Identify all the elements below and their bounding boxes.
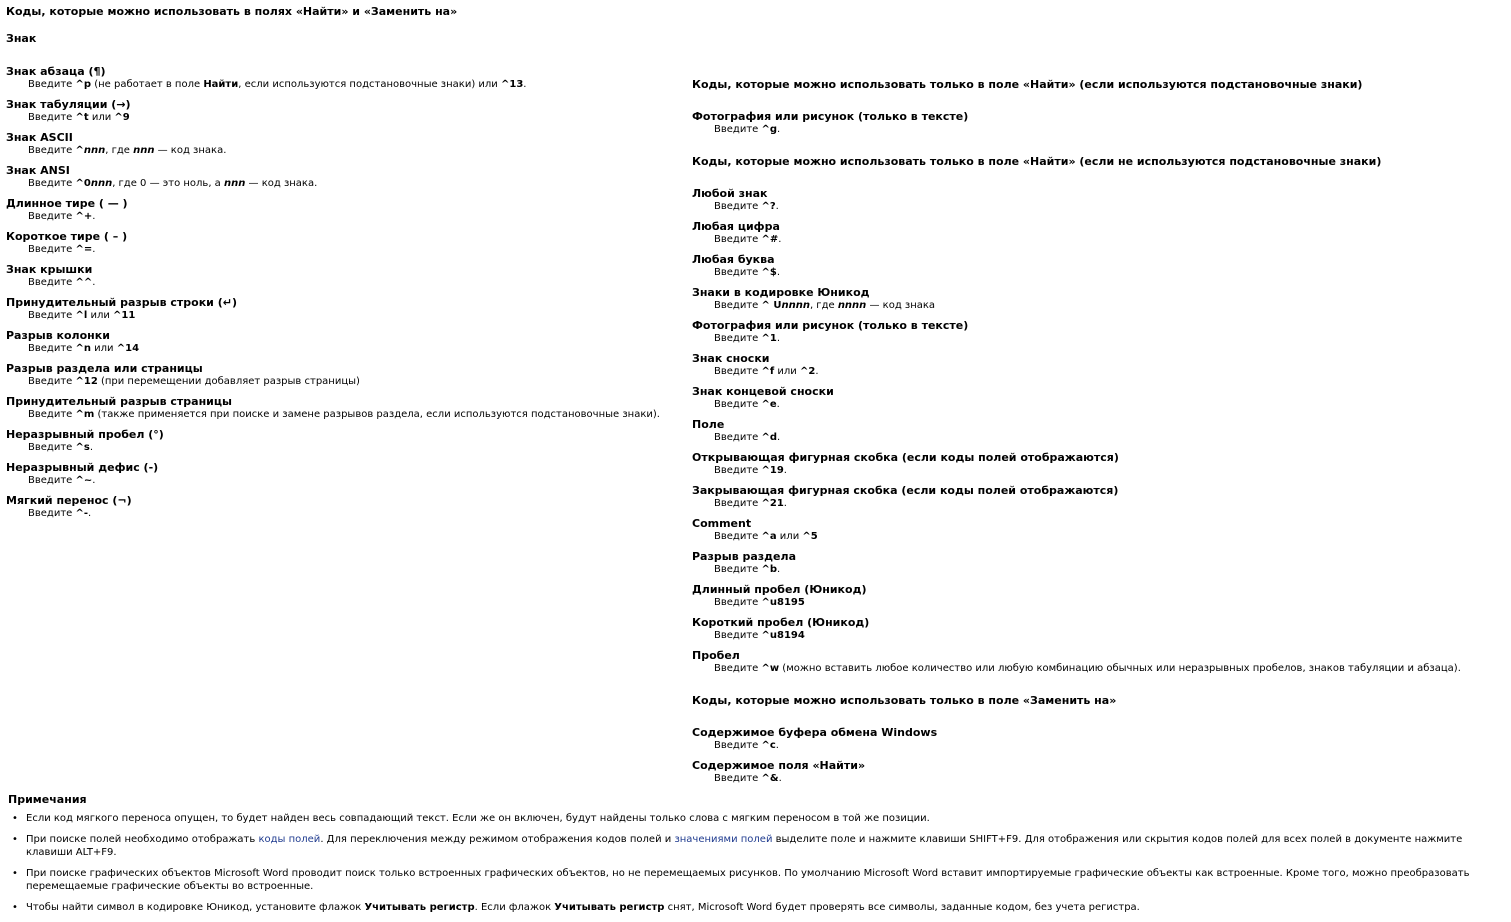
code-entry-label: Неразрывный дефис (‑) [6, 461, 159, 474]
code-entry-instruction [6, 78, 676, 91]
code-value: ^0 [75, 178, 91, 189]
match-case-label: Учитывать регистр [554, 902, 665, 913]
code-value: ^13 [500, 79, 524, 90]
code-entry-instruction [6, 276, 676, 289]
code-entry-instruction [692, 563, 1502, 576]
code-entry-label: Пробел [692, 649, 740, 662]
instruction-text: Введите [28, 112, 76, 123]
instruction-text: Введите [28, 475, 76, 486]
left-column [6, 65, 676, 527]
instruction-text: . [776, 399, 780, 410]
instruction-text: (можно вставить любое количество или любую комбинацию обычных или неразрывных пробелов, знаков табуляции и абзаца). [779, 663, 1461, 674]
instruction-text: . [777, 564, 781, 575]
section-subtitle: Знак [6, 32, 37, 45]
code-entry-instruction [6, 210, 676, 223]
instruction-text: Введите [28, 244, 76, 255]
code-entry-label: Длинный пробел (Юникод) [692, 583, 867, 596]
code-entry [6, 263, 676, 296]
instruction-text: , где [809, 300, 838, 311]
code-entry-label: Принудительный разрыв строки (↵) [6, 296, 237, 309]
code-value: ^n [75, 343, 91, 354]
code-entry-instruction [692, 739, 1502, 752]
code-entry-instruction [6, 507, 676, 520]
code-placeholder: nnn [223, 178, 246, 189]
code-entry-instruction [692, 233, 1502, 246]
code-placeholder: nnn [83, 145, 106, 156]
field-values-link[interactable]: значениями полей [674, 834, 773, 845]
section-title-find-no-wildcards: Коды, которые можно использовать только в поле «Найти» (если не используются подстановочные знаки) [692, 155, 1382, 168]
code-entry [6, 296, 676, 329]
note-text: снят, Microsoft Word будет проверять все символы, заданные кодом, без учета регистра. [664, 902, 1140, 913]
instruction-text: Введите [28, 310, 76, 321]
code-value: ^9 [114, 112, 130, 123]
code-entry-label: Короткое тире ( – ) [6, 230, 128, 243]
instruction-text: . [778, 773, 782, 784]
instruction-text: . [92, 244, 96, 255]
instruction-text: Введите [28, 178, 76, 189]
instruction-text: или [774, 366, 800, 377]
code-entry-instruction [692, 332, 1502, 345]
instruction-text: Введите [714, 201, 762, 212]
instruction-text: Введите [714, 498, 762, 509]
code-entry [6, 461, 676, 494]
code-value: ^14 [116, 343, 140, 354]
instruction-text: Введите [714, 531, 762, 542]
instruction-text: (при перемещении добавляет разрыв страницы) [97, 376, 360, 387]
code-entry-label: Разрыв раздела [692, 550, 797, 563]
code-entry [6, 230, 676, 263]
code-value: ^e [761, 399, 777, 410]
instruction-text: . [775, 740, 779, 751]
bullet-icon: • [12, 902, 18, 913]
code-entry [6, 65, 676, 98]
code-entry [6, 428, 676, 461]
code-entry-instruction [6, 111, 676, 124]
code-entry-label: Знак сноски [692, 352, 770, 365]
code-entry-label: Фотография или рисунок (только в тексте) [692, 110, 969, 123]
instruction-text: Введите [28, 376, 76, 387]
note-item [8, 833, 1506, 859]
instruction-text: Введите [28, 409, 76, 420]
code-entry [6, 131, 676, 164]
bullet-icon: • [12, 834, 18, 845]
code-entry [692, 319, 1502, 352]
code-value: ^$ [761, 267, 777, 278]
code-value: ^- [75, 508, 89, 519]
instruction-text: Введите [714, 597, 762, 608]
instruction-text: Введите [714, 432, 762, 443]
instruction-text: . [92, 277, 96, 288]
code-entry-label: Знак табуляции (→) [6, 98, 131, 111]
instruction-text: Введите [28, 277, 76, 288]
instruction-text: . [89, 442, 94, 453]
code-entry-instruction [6, 342, 676, 355]
code-entry-instruction [6, 441, 676, 454]
instruction-text: Введите [714, 663, 762, 674]
code-entry-label: Любая буква [692, 253, 775, 266]
instruction-text: (не работает в поле [91, 79, 204, 90]
instruction-text: — код знака. [245, 178, 318, 189]
code-entry [692, 484, 1502, 517]
note-text: . Если флажок [474, 902, 555, 913]
code-entry-instruction [692, 431, 1502, 444]
code-value: ^2 [799, 366, 816, 377]
code-entry [692, 517, 1502, 550]
instruction-text: Введите [714, 773, 762, 784]
field-name: Найти [203, 79, 239, 90]
instruction-text: . [92, 211, 96, 222]
code-entry-label: Любой знак [692, 187, 768, 200]
code-value: ^p [75, 79, 92, 90]
instruction-text: . [815, 366, 819, 377]
instruction-text: — код знака [866, 300, 936, 311]
instruction-text: . [783, 498, 787, 509]
code-entry-label: Знак ASCII [6, 131, 73, 144]
code-value: ^b [761, 564, 778, 575]
code-value: ^w [761, 663, 780, 674]
code-placeholder: nnn [90, 178, 113, 189]
code-entry-label: Содержимое поля «Найти» [692, 759, 866, 772]
code-entry-label: Длинное тире ( — ) [6, 197, 128, 210]
instruction-text: или [776, 531, 803, 542]
instruction-text: или [88, 112, 115, 123]
code-value: ^m [75, 409, 95, 420]
bullet-icon: • [12, 813, 18, 824]
instruction-text: . [776, 267, 781, 278]
code-entry-label: Неразрывный пробел (°) [6, 428, 164, 441]
instruction-text: или [90, 343, 117, 354]
code-value: ^a [761, 531, 777, 542]
code-entry [692, 253, 1502, 286]
code-entry-label: Знак концевой сноски [692, 385, 834, 398]
code-entry-label: Принудительный разрыв страницы [6, 395, 232, 408]
code-entry [692, 649, 1502, 682]
match-case-label: Учитывать регистр [364, 902, 475, 913]
code-placeholder: nnnn [781, 300, 810, 311]
code-value: ^& [761, 773, 779, 784]
instruction-text: Введите [714, 564, 762, 575]
code-entry-label: Разрыв раздела или страницы [6, 362, 203, 375]
code-entry [692, 759, 1502, 792]
instruction-text: , если используются подстановочные знаки) или [238, 79, 501, 90]
code-value: ^# [761, 234, 779, 245]
code-value: ^u8194 [761, 630, 805, 641]
code-value: ^g [761, 124, 778, 135]
instruction-text: . [783, 465, 787, 476]
code-entry-instruction [6, 474, 676, 487]
right-column [692, 78, 1502, 792]
code-entry [6, 494, 676, 527]
code-entry-label: Знаки в кодировке Юникод [692, 286, 870, 299]
code-value: ^d [761, 432, 778, 443]
bullet-icon: • [12, 868, 18, 879]
code-value: ^+ [75, 211, 93, 222]
code-entry [692, 110, 1502, 143]
code-entry-instruction [6, 408, 676, 421]
code-value: ^ [75, 145, 84, 156]
code-value: ^= [75, 244, 93, 255]
code-entry-instruction [692, 365, 1502, 378]
code-entry [692, 726, 1502, 759]
instruction-text: . [777, 432, 781, 443]
instruction-text: . [523, 79, 527, 90]
code-value: ^l [75, 310, 88, 321]
note-text: выделите поле и нажмите клавиши SHIFT+F9. Для отображения или скрытия кодов полей для всех полей в документе нажмите клавиши ALT+F9. [26, 834, 1463, 858]
instruction-text: , где 0 — это ноль, а [112, 178, 224, 189]
instruction-text: Введите [714, 630, 762, 641]
instruction-text: Введите [714, 366, 762, 377]
code-entry-instruction [692, 530, 1502, 543]
code-entry-label: Знак абзаца (¶) [6, 65, 106, 78]
code-entry-instruction [6, 144, 676, 157]
code-value: ^5 [802, 531, 818, 542]
code-entry [692, 352, 1502, 385]
code-entry [6, 329, 676, 362]
code-value: ^1 [761, 333, 777, 344]
note-item [8, 812, 1506, 825]
instruction-text: Введите [714, 124, 762, 135]
instruction-text: , где [105, 145, 134, 156]
note-text: . Для переключения между режимом отображения кодов полей и [320, 834, 675, 845]
code-entry-label: Поле [692, 418, 725, 431]
code-entry-instruction [692, 200, 1502, 213]
code-value: ^21 [761, 498, 784, 509]
instruction-text: Введите [28, 79, 76, 90]
notes-list [8, 812, 1506, 922]
code-placeholder: nnn [133, 145, 155, 156]
code-entry-instruction [692, 398, 1502, 411]
section-title-find-wildcards: Коды, которые можно использовать только в поле «Найти» (если используются подстановочные знаки) [692, 78, 1363, 91]
note-text: При поиске графических объектов Microsoft Word проводит поиск только встроенных графических объектов, но не перемещаемых рисунков. По умолчанию Microsoft Word вставит импортируемые графические объекты как встроенные. Кроме того, можно преобразовать перемещаемые графические объекты во встроенные. [26, 868, 1470, 892]
code-entry-instruction [692, 662, 1502, 675]
code-entry [692, 220, 1502, 253]
instruction-text: Введите [28, 343, 76, 354]
page-title: Коды, которые можно использовать в полях «Найти» и «Заменить на» [6, 5, 458, 18]
instruction-text: . [778, 234, 782, 245]
code-entry-instruction [692, 497, 1502, 510]
code-entry-instruction [692, 266, 1502, 279]
instruction-text: Введите [714, 465, 762, 476]
code-entry-instruction [692, 299, 1502, 312]
note-text: Если код мягкого переноса опущен, то будет найден весь совпадающий текст. Если же он включен, будут найдены только слова с мягким переносом в той же позиции. [26, 813, 930, 824]
instruction-text: Введите [714, 300, 762, 311]
instruction-text: . [776, 333, 781, 344]
code-entry-label: Короткий пробел (Юникод) [692, 616, 870, 629]
instruction-text: Введите [28, 508, 76, 519]
code-entry-label: Разрыв колонки [6, 329, 110, 342]
code-entry-instruction [6, 177, 676, 190]
note-item [8, 901, 1506, 914]
code-entry-instruction [6, 309, 676, 322]
instruction-text: . [777, 124, 781, 135]
code-entry [692, 418, 1502, 451]
instruction-text: — код знака. [154, 145, 227, 156]
code-entry-instruction [692, 772, 1502, 785]
code-entry-label: Знак крышки [6, 263, 93, 276]
code-entry-instruction [692, 123, 1502, 136]
instruction-text: (также применяется при поиске и замене разрывов раздела, если используются подстановочные знаки). [94, 409, 660, 420]
code-entry [692, 286, 1502, 319]
code-entry [6, 362, 676, 395]
code-entry [692, 385, 1502, 418]
code-entry [692, 616, 1502, 649]
note-text: При поиске полей необходимо отображать [26, 834, 259, 845]
code-entry-label: Закрывающая фигурная скобка (если коды полей отображаются) [692, 484, 1119, 497]
code-entry [692, 550, 1502, 583]
code-entry-label: Знак ANSI [6, 164, 70, 177]
code-entry-label: Открывающая фигурная скобка (если коды полей отображаются) [692, 451, 1119, 464]
code-value: ^u8195 [761, 597, 805, 608]
section-title-replace: Коды, которые можно использовать только в поле «Заменить на» [692, 694, 1117, 707]
instruction-text: Введите [714, 333, 762, 344]
code-entry [692, 451, 1502, 484]
code-entry-label: Любая цифра [692, 220, 780, 233]
code-entry-label: Comment [692, 517, 752, 530]
code-value: ^~ [75, 475, 93, 486]
code-entry [6, 395, 676, 428]
instruction-text: Введите [714, 740, 762, 751]
instruction-text: Введите [714, 399, 762, 410]
code-value: ^t [75, 112, 89, 123]
code-value: ^11 [113, 310, 136, 321]
code-entry [692, 583, 1502, 616]
code-entry-label: Содержимое буфера обмена Windows [692, 726, 938, 739]
instruction-text: Введите [714, 267, 762, 278]
code-entry [6, 98, 676, 131]
instruction-text: Введите [714, 234, 762, 245]
code-entry-instruction [692, 464, 1502, 477]
code-value: ^19 [761, 465, 784, 476]
field-codes-link[interactable]: коды полей [258, 834, 321, 845]
code-entry-label: Мягкий перенос (¬) [6, 494, 132, 507]
code-entry-instruction [692, 629, 1502, 642]
instruction-text: . [775, 201, 779, 212]
instruction-text: или [87, 310, 114, 321]
code-value: ^? [761, 201, 776, 212]
instruction-text: Введите [28, 211, 76, 222]
code-value: ^^ [75, 277, 93, 288]
code-entry-instruction [692, 596, 1502, 609]
code-value: ^s [75, 442, 90, 453]
notes-title: Примечания [8, 793, 87, 806]
instruction-text: . [88, 508, 92, 519]
code-value: ^12 [75, 376, 98, 387]
code-entry [6, 197, 676, 230]
instruction-text: Введите [28, 145, 76, 156]
code-entry-instruction [6, 375, 676, 388]
note-item [8, 867, 1506, 893]
code-value: ^ U [761, 300, 782, 311]
instruction-text: . [92, 475, 96, 486]
code-entry-instruction [6, 243, 676, 256]
code-entry [692, 187, 1502, 220]
code-value: ^c [761, 740, 776, 751]
code-entry [6, 164, 676, 197]
instruction-text: Введите [28, 442, 76, 453]
code-placeholder: nnnn [837, 300, 867, 311]
code-value: ^f [761, 366, 775, 377]
code-entry-label: Фотография или рисунок (только в тексте) [692, 319, 969, 332]
note-text: Чтобы найти символ в кодировке Юникод, установите флажок [26, 902, 365, 913]
